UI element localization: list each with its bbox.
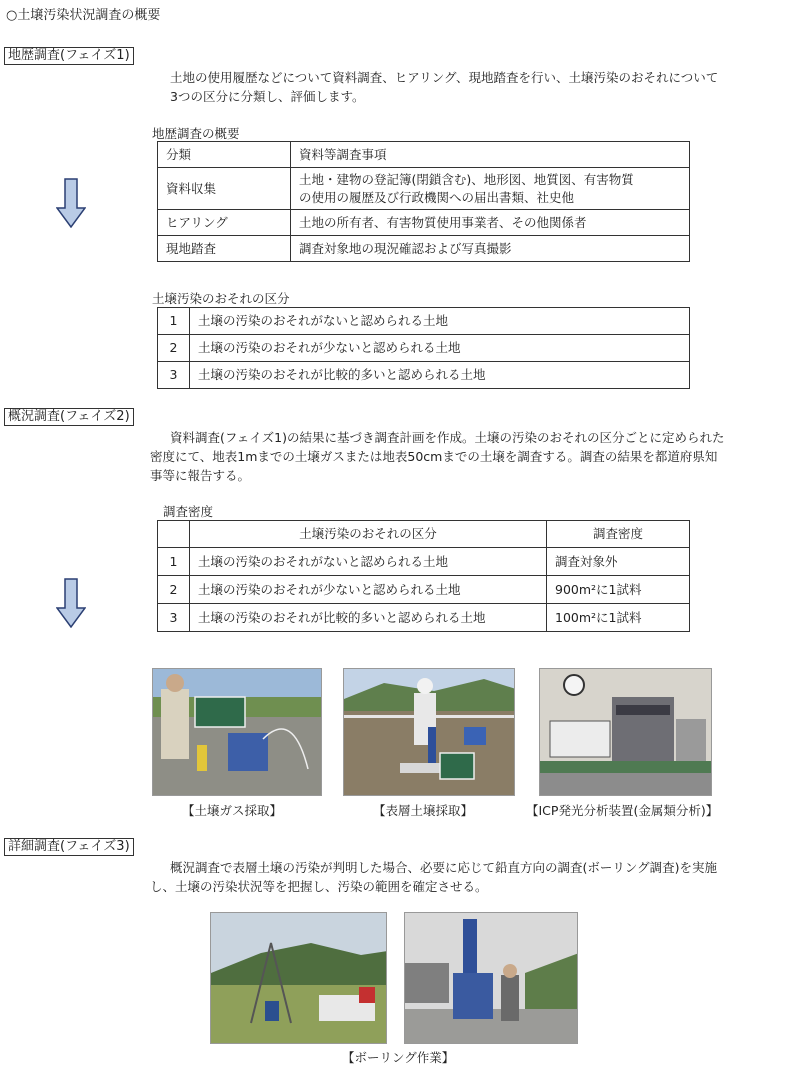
phase3-description-line: 概況調査で表層土壌の汚染が判明した場合、必要に応じて鉛直方向の調査(ボーリング調査)を実施 bbox=[170, 860, 718, 875]
table-row bbox=[158, 142, 690, 168]
surface-soil-sampling-photo bbox=[343, 668, 515, 796]
density-table bbox=[157, 520, 690, 632]
category-table bbox=[157, 307, 690, 389]
table-row bbox=[158, 236, 690, 262]
phase3-description-line: し、土壌の汚染状況等を把握し、汚染の範囲を確定させる。 bbox=[150, 879, 488, 894]
phase2-description-line: 資料調査(フェイズ1)の結果に基づき調査計画を作成。土壌の汚染のおそれの区分ごとに定められた bbox=[170, 430, 725, 445]
table-row bbox=[158, 604, 690, 632]
table-header-cell: 調査密度 bbox=[547, 521, 690, 548]
phase3-description bbox=[150, 858, 717, 896]
icp-analyzer-photo bbox=[539, 668, 712, 796]
table-cell: 900m²に1試料 bbox=[547, 576, 690, 604]
table-cell: 現地踏査 bbox=[158, 236, 291, 262]
phase2-description-line: 事等に報告する。 bbox=[150, 468, 251, 483]
table-row bbox=[158, 168, 690, 210]
phase2-description-line: 密度にて、地表1mまでの土壌ガスまたは地表50cmまでの土壌を調査する。調査の結果を都道府県知 bbox=[150, 449, 718, 464]
table-cell: 土壌の汚染のおそれがないと認められる土地 bbox=[190, 548, 547, 576]
soil-gas-sampling-photo bbox=[152, 668, 322, 796]
table-cell: 土壌の汚染のおそれが比較的多いと認められる土地 bbox=[190, 362, 690, 389]
table-row bbox=[158, 521, 690, 548]
phase1-description-line: 3つの区分に分類し、評価します。 bbox=[170, 89, 365, 104]
table-cell: 1 bbox=[158, 548, 190, 576]
phase1-label: 地歴調査(フェイズ1) bbox=[4, 47, 134, 65]
table-cell-line: の使用の履歴及び行政機関への届出書類、社史他 bbox=[299, 189, 575, 205]
table-cell: 100m²に1試料 bbox=[547, 604, 690, 632]
table-cell: 土壌の汚染のおそれがないと認められる土地 bbox=[190, 308, 690, 335]
table-cell: 資料収集 bbox=[158, 168, 291, 210]
table-cell: 土地の所有者、有害物質使用事業者、その他関係者 bbox=[291, 210, 690, 236]
down-arrow-icon bbox=[56, 178, 86, 228]
density-caption: 調査密度 bbox=[163, 504, 214, 519]
table-header-cell: 土壌汚染のおそれの区分 bbox=[190, 521, 547, 548]
category-caption: 土壌汚染のおそれの区分 bbox=[152, 291, 290, 306]
table-cell bbox=[291, 168, 690, 210]
table-row bbox=[158, 210, 690, 236]
boring-machine-photo bbox=[404, 912, 578, 1044]
table-cell: 調査対象地の現況確認および写真撮影 bbox=[291, 236, 690, 262]
table-cell: 1 bbox=[158, 308, 190, 335]
overview-table bbox=[157, 141, 690, 262]
phase1-description bbox=[170, 68, 718, 106]
table-cell: ヒアリング bbox=[158, 210, 291, 236]
table-cell: 調査対象外 bbox=[547, 548, 690, 576]
table-cell: 3 bbox=[158, 604, 190, 632]
icp-analyzer-caption: 【ICP発光分析装置(金属類分析)】 bbox=[526, 803, 719, 818]
table-cell-line: 土地・建物の登記簿(閉鎖含む)、地形図、地質図、有害物質 bbox=[299, 171, 634, 187]
table-row bbox=[158, 548, 690, 576]
boring-rig-field-photo bbox=[210, 912, 387, 1044]
table-header-cell bbox=[158, 521, 190, 548]
table-cell: 3 bbox=[158, 362, 190, 389]
phase1-description-line: 土地の使用履歴などについて資料調査、ヒアリング、現地踏査を行い、土壌汚染のおそれについて bbox=[170, 70, 719, 85]
phase3-label: 詳細調査(フェイズ3) bbox=[4, 838, 134, 856]
table-header-cell: 分類 bbox=[158, 142, 291, 168]
table-cell: 2 bbox=[158, 576, 190, 604]
page-title: ○土壌汚染状況調査の概要 bbox=[6, 8, 161, 23]
soil-gas-sampling-caption: 【土壌ガス採取】 bbox=[182, 803, 283, 818]
boring-work-caption: 【ボーリング作業】 bbox=[342, 1050, 455, 1065]
table-cell: 2 bbox=[158, 335, 190, 362]
table-row bbox=[158, 308, 690, 335]
table-row bbox=[158, 335, 690, 362]
phase2-description bbox=[150, 428, 724, 485]
down-arrow-icon bbox=[56, 578, 86, 628]
surface-soil-sampling-caption: 【表層土壌採取】 bbox=[373, 803, 474, 818]
table-header-cell: 資料等調査事項 bbox=[291, 142, 690, 168]
table-cell: 土壌の汚染のおそれが比較的多いと認められる土地 bbox=[190, 604, 547, 632]
overview-caption: 地歴調査の概要 bbox=[152, 126, 240, 141]
table-row bbox=[158, 362, 690, 389]
table-row bbox=[158, 576, 690, 604]
table-cell: 土壌の汚染のおそれが少ないと認められる土地 bbox=[190, 335, 690, 362]
table-cell: 土壌の汚染のおそれが少ないと認められる土地 bbox=[190, 576, 547, 604]
phase2-label: 概況調査(フェイズ2) bbox=[4, 408, 134, 426]
